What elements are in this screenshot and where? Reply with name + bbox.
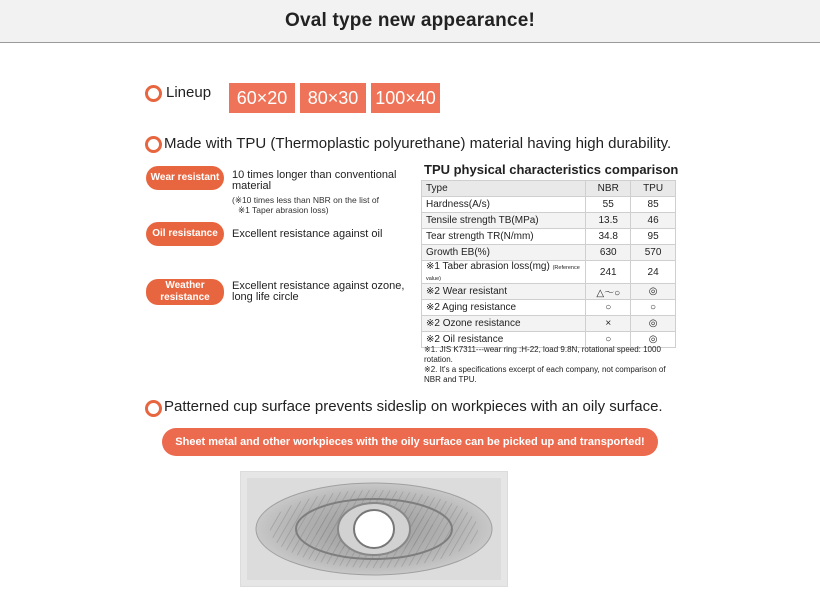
material-heading: Made with TPU (Thermoplastic polyurethane) material having high durability.: [164, 135, 672, 152]
tpu-value: ◎: [631, 284, 676, 300]
badge-line: Weather: [165, 280, 205, 291]
row-label: Hardness(A/s): [422, 197, 586, 213]
lineup-label: Lineup: [166, 84, 212, 101]
lineup-size-80x30: 80×30: [300, 83, 366, 113]
bullet-circle-icon: [145, 400, 162, 417]
tpu-value: ◎: [631, 332, 676, 348]
badge-oil-resistance: Oil resistance: [146, 222, 224, 246]
row-label: ※2 Ozone resistance: [422, 316, 586, 332]
row-label-text: ※1 Taber abrasion loss(mg): [426, 261, 550, 272]
page-title: Oval type new appearance!: [285, 10, 535, 31]
table-title: TPU physical characteristics comparison: [424, 162, 679, 177]
table-row: [422, 300, 676, 316]
table-note-1: ※1. JIS K7311---wear ring :H-22, load 9.8N, rotational speed: 1000 rotation.: [424, 345, 661, 364]
nbr-value: 13.5: [586, 213, 631, 229]
comparison-table: [421, 180, 676, 348]
table-header-row: [422, 181, 676, 197]
feature-text: 10 times longer than conventional: [232, 169, 397, 181]
feature-wear-resistant: [232, 170, 397, 215]
column-header-type: Type: [422, 181, 586, 197]
nbr-value: 55: [586, 197, 631, 213]
row-label: [422, 261, 586, 284]
nbr-value: 34.8: [586, 229, 631, 245]
lineup-size-100x40: 100×40: [371, 83, 440, 113]
nbr-value: ○: [586, 332, 631, 348]
tpu-value: ○: [631, 300, 676, 316]
badge-wear-resistant: Wear resistant: [146, 166, 224, 190]
nbr-value: △〜○: [586, 284, 631, 300]
bullet-circle-icon: [145, 85, 162, 102]
row-label: Growth EB(%): [422, 245, 586, 261]
page-header: [0, 0, 820, 43]
tpu-value: 46: [631, 213, 676, 229]
feature-text: Excellent resistance against oil: [232, 228, 383, 240]
feature-weather-resistance: [232, 281, 404, 303]
suction-cup-icon: [241, 472, 507, 586]
table-note-2: ※2. It's a specifications excerpt of each company, not comparison of NBR and TPU.: [424, 365, 666, 384]
nbr-value: 630: [586, 245, 631, 261]
table-row: [422, 197, 676, 213]
feature-note-line: ※1 Taper abrasion loss): [238, 205, 329, 215]
table-row: [422, 229, 676, 245]
bullet-circle-icon: [145, 136, 162, 153]
lineup-size-60x20: 60×20: [229, 83, 295, 113]
feature-note-line: (※10 times less than NBR on the list of: [232, 195, 379, 205]
tpu-value: ◎: [631, 316, 676, 332]
feature-note: [232, 195, 397, 215]
nbr-value: ×: [586, 316, 631, 332]
feature-oil-resistance: [232, 229, 382, 240]
row-label: ※2 Wear resistant: [422, 284, 586, 300]
row-label: ※2 Oil resistance: [422, 332, 586, 348]
tpu-value: 85: [631, 197, 676, 213]
patterned-heading: Patterned cup surface prevents sideslip on workpieces with an oily surface.: [164, 398, 663, 415]
badge-line: resistance: [160, 292, 210, 303]
tpu-value: 95: [631, 229, 676, 245]
table-row: [422, 213, 676, 229]
row-label: ※2 Aging resistance: [422, 300, 586, 316]
oily-surface-banner: Sheet metal and other workpieces with the oily surface can be picked up and transported!: [162, 428, 658, 456]
tpu-value: 24: [631, 261, 676, 284]
nbr-value: 241: [586, 261, 631, 284]
feature-text: Excellent resistance against ozone,: [232, 280, 405, 292]
suction-cup-photo: [240, 471, 508, 587]
row-label: Tear strength TR(N/mm): [422, 229, 586, 245]
table-row: [422, 245, 676, 261]
row-label: Tensile strength TB(MPa): [422, 213, 586, 229]
tpu-value: 570: [631, 245, 676, 261]
column-header-nbr: NBR: [586, 181, 631, 197]
row-label-suffix: (Reference value): [426, 265, 580, 282]
feature-text: material: [232, 180, 272, 192]
badge-weather-resistance: [146, 279, 224, 305]
table-row: [422, 284, 676, 300]
table-row: [422, 316, 676, 332]
nbr-value: ○: [586, 300, 631, 316]
table-row: [422, 261, 676, 284]
column-header-tpu: TPU: [631, 181, 676, 197]
feature-text: long life circle: [232, 291, 299, 303]
